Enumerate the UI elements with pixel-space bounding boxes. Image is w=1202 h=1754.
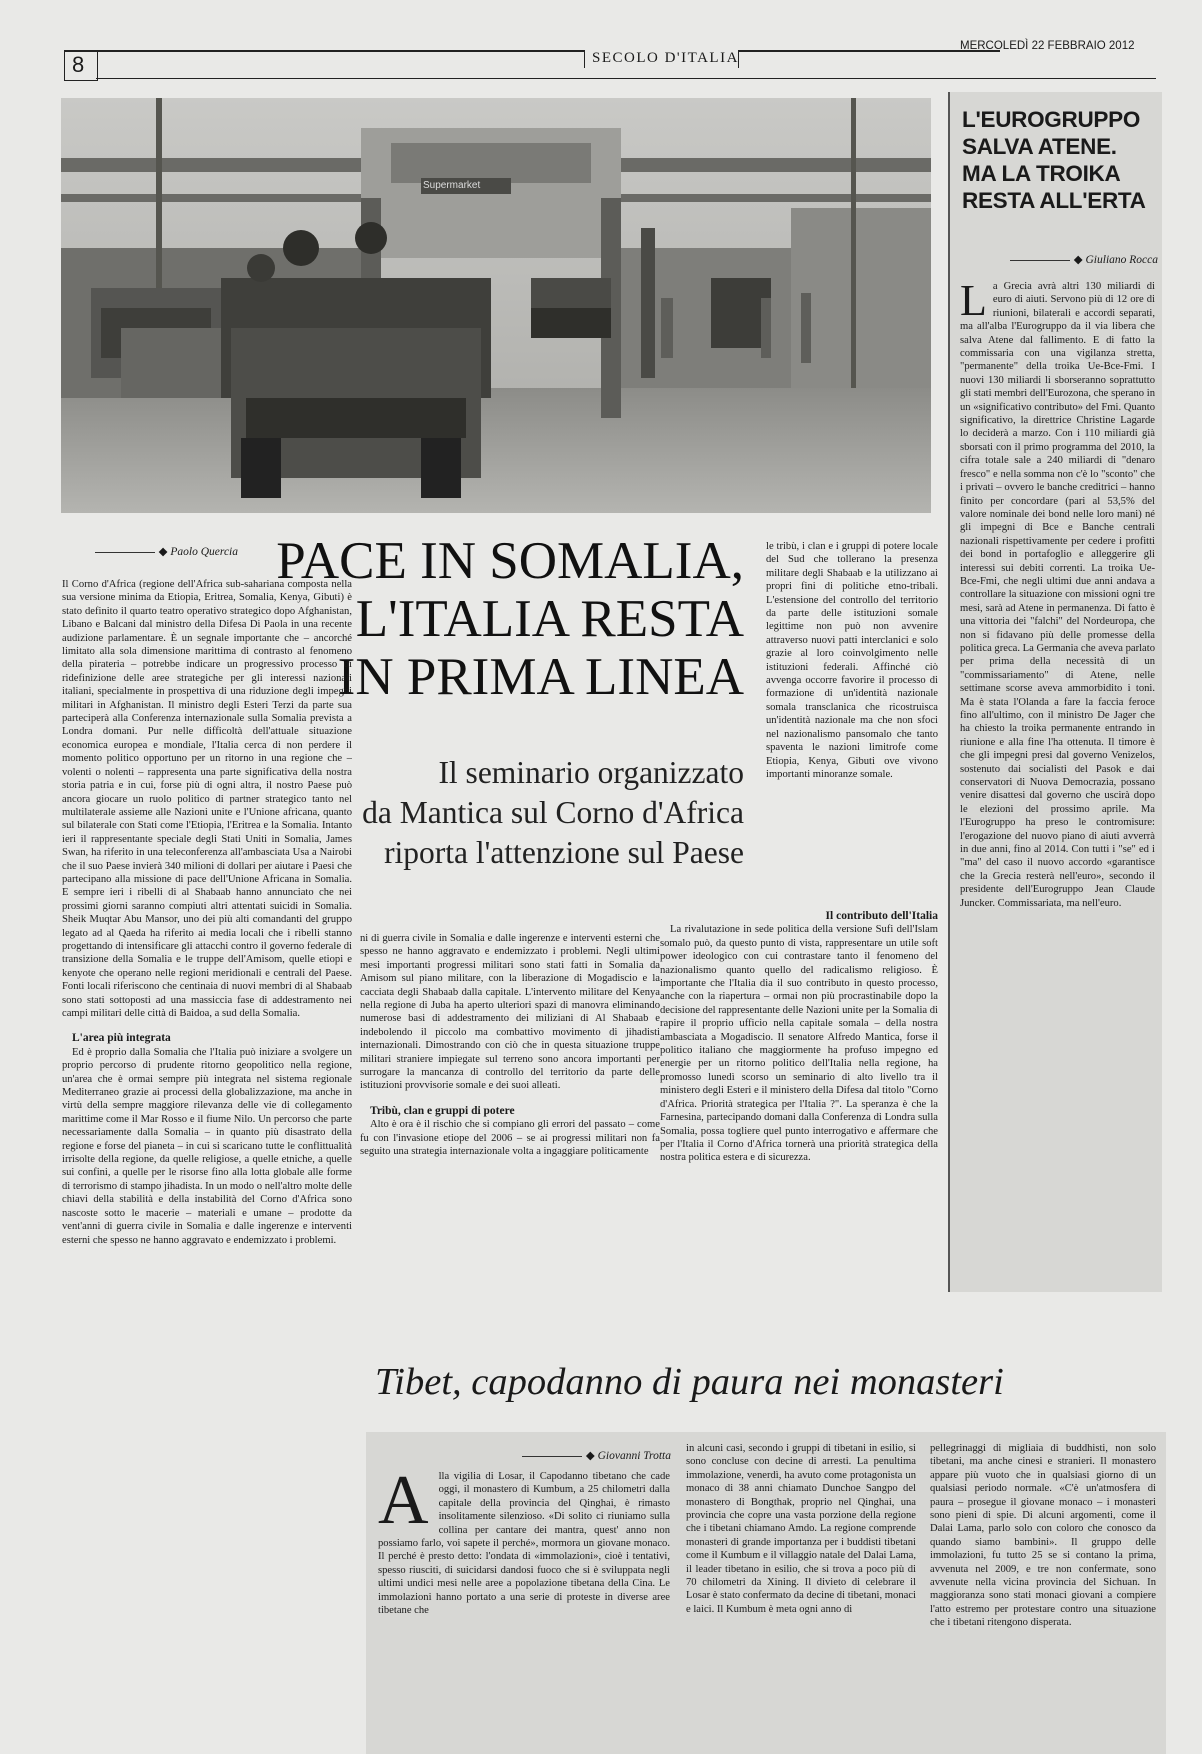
main-col-3-top xyxy=(766,540,938,892)
side-headline-line-1: L'EUROGRUPPO xyxy=(962,107,1141,132)
tibet-byline xyxy=(376,1448,671,1462)
tibet-col-3 xyxy=(930,1442,1156,1754)
masthead-rule-bottom xyxy=(96,78,1156,79)
photo-sign: Supermarket xyxy=(423,180,481,191)
tibet-byline-rule xyxy=(522,1456,582,1457)
main-col-2 xyxy=(360,932,660,1302)
byline-rule xyxy=(95,552,155,553)
tibet-col-1-text: lla vigilia di Losar, il Capodanno tibetano che cade oggi, il monastero di Kumbum, a 25 chilometri dalla capitale della provincia del Qinghai, è rimasto insolitamente silenzioso. «Di solito ci riuniamo sulla collina per cantare dei mantra, quest' anno non possiamo farlo, voi sapete il perché», mormora un giovane monaco. Il perché è presto detto: l'ondata di «immolazioni», cioè i tentativi, spesso riusciti, di suicidarsi dandosi fuoco che si è sviluppata negli ultimi undici mesi nelle aree a popolazione tibetana della Cina. Le immolazioni hanno portato a una serie di proteste in diverse aree tibetane che xyxy=(378,1471,670,1617)
main-subheadline-line-2: da Mantica sul Corno d'Africa xyxy=(362,795,744,830)
tibet-article-box xyxy=(366,1432,1166,1754)
side-byline-rule xyxy=(1010,260,1070,261)
side-headline xyxy=(962,106,1157,214)
side-headline-line-4: RESTA ALL'ERTA xyxy=(962,188,1146,213)
diamond-icon: ◆ xyxy=(158,546,168,558)
side-byline xyxy=(958,252,1158,266)
photo-scene xyxy=(61,98,931,513)
side-headline-line-2: SALVA ATENE. xyxy=(962,134,1117,159)
side-byline-name: Giuliano Rocca xyxy=(1085,254,1158,266)
publication-title: SECOLO D'ITALIA xyxy=(592,50,739,66)
main-col-3-subhead: Il contributo dell'Italia xyxy=(825,910,938,922)
masthead xyxy=(60,40,1155,80)
main-col-1-text: Il Corno d'Africa (regione dell'Africa sub-sahariana composta nella sua versione minima da Etiopia, Eritrea, Somalia, Kenya, Gibuti) è stato definito il quarto teatro operativo strategico dopo Afghanistan, Libano e Balcani dal ministro della Difesa Di Paola in una recente audizione parlamentare. È un segnale importante che – ancorché limitato alla sola dimensione marittima di contrasto al fenomeno della pirateria – potrebbe indicare un progressivo processo di ridefinizione delle aree strategiche per gli interessi nazionali italiani, specialmente in prospettiva di una riduzione degli impegni militari in Afghanistan. Il ministro degli Esteri Terzi da parte sua parteciperà alla Conferenza internazionale sulla Somalia prevista a Londra domani. Pur nelle difficoltà dell'attuale situazione economica europea e mondiale, l'Italia cerca di non perdere il momento politico opportuno per un ritorno in una regione che – volenti o nolenti – rappresenta una parte significativa della nostra storia patria e in cui, forse più di ogni altra, il nostro Paese può ancora giocare un ruolo politico di partner strategico tanto nel multilaterale assieme alle Nazioni unite e l'Unione africana, quanto sul bilaterale con Stati come l'Etiopia, l'Eritrea e la Somalia. Intanto ieri il rappresentante speciale degli Stati Uniti in Somalia, James Swan, ha riferito in una teleconferenza all'ambasciata Usa a Nairobi che il suo Paese invierà 340 milioni di dollari per aiutare i Paesi che partecipano alla missione di pace dell'Unione Africana in Somalia. E sempre ieri i ribelli di al Shabaab hanno annunciato che nei prossimi giorni saranno compiuti altri attentati suicidi in Somalia. Sheik Muqtar Abu Mansor, uno dei più alti comandanti del gruppo legato ad al Qaeda ha riferito ai media locali che i ribelli stanno progettando di intensificare gli attacchi contro il governo federale di transizione della Somalia e le truppe dell'Amisom, quelle etiopi e kenyote che operano nelle regioni meridionali e centrali del Paese. Fonti locali riferiscono che centinaia di nuovi membri di al Shabaab sono stati sottoposti ad una massiccia fase di addestramento nei campi militari delle città di Baidoa, a sud della Somalia. xyxy=(62,579,352,1019)
masthead-divider-2 xyxy=(738,50,739,68)
page-number: 8 xyxy=(72,52,85,77)
main-subheadline-line-1: Il seminario organizzato xyxy=(438,755,744,790)
main-col-3-text-b: La rivalutazione in sede politica della versione Sufi dell'Islam somalo può, da questo punto di vista, rappresentare un utile soft power ideologico con cui contrastare tanto il fenomeno del nazionalismo quanto quello del radicalismo religioso. È importante che l'Italia dia il suo contributo in questo processo, anche con la riapertura – ormai non più procrastinabile dopo la decisione del rappresentante delle Nazioni unite per la Somalia di rapire il proprio ufficio nella capitale somala – della nostra ambasciata a Mogadiscio. Il senatore Alfredo Mantica, forse il politico italiano che maggiormente ha profuso impegno ed energie per un ritorno politico dell'Italia nella regione, ha promosso lunedì scorso un seminario di alto livello tra il ministero degli Esteri e il ministero della Difesa dal titolo "Corno d'Africa. Priorità strategica per l'Italia ?". La speranza è che la Farnesina, partecipando domani dalla Conferenza di Londra sulla Somalia, possa togliere quel punto interrogativo e affermare che per l'Italia il Corno d'Africa tornerà una priorità strategica della nostra politica estera e di sicurezza. xyxy=(660,924,938,1164)
main-col-2-subhead: Tribù, clan e gruppi di potere xyxy=(370,1104,515,1117)
main-byline-name: Paolo Quercia xyxy=(170,546,238,558)
side-dropcap: L xyxy=(960,280,987,325)
side-body-text: a Grecia avrà altri 130 miliardi di euro di aiuti. Servono più di 12 ore di riunioni, bilaterali e accordi separati, ma all'alba l'Eurogruppo da il via libera che salva Atene dal fallimento. E di fatto la commissaria con una vigilanza stretta, "permanente" della troika Ue-Bce-Fmi. I nuovi 130 miliardi li sborseranno soprattutto gli stati membri dell'Eurozona, che sperano in un «significativo contributo» del Fmi. Quanto significativo, la direttrice Christine Lagarde lo deciderà a marzo. Con i 110 miliardi già sborsati con il primo programma del 2010, la cifra totale sale a 240 miliardi di "denaro fresco" e nella somma non c'è lo "sconto" che i privati – ovvero le banche creditrici – hanno finito per concordare (pari al 53,5% del valore nominale dei bond nelle loro mani) né gli impegni di Bce e Banche centrali nazionali rispettivamente per cedere i profitti dei bond in portafoglio e alleggerire gli interessi sui debiti correnti. La troika Ue-Bce-Fmi, che negli ultimi due anni andava a controllare la situazione con missioni ogni tre mesi, sarà ad Atene in permanenza. Di fatto è una vittoria dei "falchi" del Nordeuropa, che non si fidavano più delle promesse della politica greca. La Germania che aveva parlato per prima della necessità di un "commissariamento" di Atene, nelle settimane scorse aveva ammorbidito i toni. Ma è stata l'Olanda a fare la faccia feroce fino all'ultimo, con il ministro De Jager che ha chiesto la troika permanente entrando in riunione e alla fine l'ha ottenuta. Il timore è che gli impegni presi dal governo Venizelos, sostenuto dai socialisti del Pasok e dai conservatori di Nuova Democrazia, possano venire disattesi dal governo che uscirà dopo le elezioni del prossimo aprile. Ma l'Eurogruppo ha preso le contromisure: l'erogazione del nuovo piano di aiuti avverrà in due anni, fino al 2014. Con tutti i "se" ed i "ma" del caso il nuovo accordo «garantisce che la Grecia resterà nell'euro», secondo il presidente dell'Eurogruppo Jean Claude Juncker. Commissariata, ma nell'euro. xyxy=(960,281,1155,909)
tibet-byline-name: Giovanni Trotta xyxy=(597,1450,671,1462)
main-col-2-text-b: Alto è ora è il rischio che si compiano gli errori del passato – come fu con l'invasione etiope del 2006 – se ai progressi militari non fa seguito una strategia internazionale volta a ingaggiare politicamente xyxy=(360,1119,660,1158)
diamond-icon: ◆ xyxy=(585,1450,595,1462)
main-col-3-text: le tribù, i clan e i gruppi di potere locale del Sud che tollerano la presenza militare degli Shabaab e la utilizzano ai propri fini di politiche etno-tribali. L'estensione del controllo del territorio da parte delle istituzioni somale legittime non può non avvenire attraverso nuovi patti interclanici e solo grazie al loro coinvolgimento nelle istituzioni federali. Affinché ciò avvenga occorre favorire il processo di formazione di un'identità nazionale somala transclanica che ricostruisca un'identità nazionale ma che non sfoci nel nazionalismo pansomalo che tanto spaventa le nazioni limitrofe come Etiopia, Kenya, Gibuti ove vivono importanti minoranze somale. xyxy=(766,541,938,780)
side-headline-line-3: MA LA TROIKA xyxy=(962,161,1121,186)
diamond-icon: ◆ xyxy=(1073,254,1083,266)
main-byline xyxy=(62,544,238,558)
side-box-shadow xyxy=(948,92,950,1292)
main-headline-line-1: PACE IN SOMALIA, xyxy=(276,532,744,590)
masthead-divider-1 xyxy=(584,50,585,68)
side-article-box xyxy=(948,92,1162,1292)
main-subheadline-line-3: riporta l'attenzione sul Paese xyxy=(384,835,744,870)
tibet-dropcap: A xyxy=(378,1470,429,1539)
main-col-3-bottom xyxy=(660,910,938,1290)
main-col-1 xyxy=(62,578,352,1428)
main-col-1-subhead: L'area più integrata xyxy=(72,1032,171,1045)
tibet-col-2-text: in alcuni casi, secondo i gruppi di tibetani in esilio, si sono concluse con decine di arresti. La penultima immolazione, venerdì, ha avuto come protagonista un monaco di 38 anni chiamato Dunchoe Sangpo del monastero di Bongthak, proprio nel Qinghai, una provincia che copre una vasta porzione della regione che i tibetani chiamano Amdo. La regione comprende monasteri di grande importanza per i buddisti tibetani come il Kumbum e il villaggio natale del Dalai Lama, il leader tibetano in esilio, che si trova a poco più di 70 chilometri da Xining. Il divieto di celebrare il Losar è stato confermato da decine di tibetani, monaci e laici. Il Kumbum è meta ogni anno di xyxy=(686,1443,916,1615)
side-body xyxy=(960,280,1155,1285)
main-headline-line-3: IN PRIMA LINEA xyxy=(337,648,744,706)
tibet-col-2 xyxy=(686,1442,916,1754)
masthead-rule-left xyxy=(96,50,584,52)
tibet-col-1 xyxy=(378,1470,670,1754)
issue-date: MERCOLEDÌ 22 FEBBRAIO 2012 xyxy=(960,40,1135,52)
main-headline-line-2: L'ITALIA RESTA xyxy=(355,590,744,648)
main-col-1-text-b: Ed è proprio dalla Somalia che l'Italia può iniziare a svolgere un proprio percorso di prudente ritorno geopolitico nella regione, un'area che è ormai sempre più integrata nel sistema regionale Mediterraneo grazie ai processi della globalizzazione, ma anche in virtù della sempre maggiore rilevanza delle vie di collegamento marittime come il Mar Rosso e il fiume Nilo. Un percorso che parte necessariamente dalla Somalia – in quanto più disastrato della regione e forse del pianeta – in cui si scaricano tutte le conflittualità irrisolte della regione, da quelle religiose, a quelle etniche, a quelle sui confini, a quelle per le risorse fino alla lotta globale alle forme di terrorismo di stampo jihadista. In un modo o nell'altro molte delle chiavi della stabilità e della instabilità del Corno d'Africa sono nascoste sotto le macerie – materiali e umane – prodotte da vent'anni di guerra civile in Somalia e dalle ingerenze e interventi esterni che spesso ne hanno aggravato e endemizzato i problemi. xyxy=(62,1046,352,1246)
news-photo xyxy=(61,98,931,513)
main-col-2-text: ni di guerra civile in Somalia e dalle ingerenze e interventi esterni che spesso ne hanno aggravato e endemizzato i problemi. Negli ultimi mesi importanti progressi militari sono stati fatti in Somalia da Amisom sul piano militare, con la liberazione di Mogadiscio e la cacciata degli Shabaab dalla capitale. L'intervento militare del Kenya nella regione di Juba ha aperto ulteriori spazi di manovra eliminando numerose basi di addestramento dei miliziani di Al Shabaab e indebolendo il piccolo ma combattivo movimento di jihadisti internazionali. Dimostrando con ciò che in questa situazione truppe militari straniere impiegate sul terreno sono ancora importanti per surrogare la mancanza di controllo del territorio da parte delle istituzioni provvisorie somale e dei suoi alleati. xyxy=(360,933,660,1092)
tibet-headline: Tibet, capodanno di paura nei monasteri xyxy=(375,1361,1004,1403)
tibet-col-3-text: pellegrinaggi di migliaia di buddhisti, non solo tibetani, ma anche cinesi e stranieri. Il monastero appare più vuoto che in qualsiasi giorno di un qualsiasi periodo normale. «C'è un'atmosfera di paura – prosegue il giovane monaco – i monasteri sono pieni di spie. Di alcuni argomenti, come il Dalai Lama, parlo solo con coloro che conosco da quando siamo bambini». Il gruppo delle immolazioni, fu tutto 25 se si contano la prima, avvenuta nel 2009, e tre non confermate, sono avvenute nella vicina provincia del Sichuan. In maggioranza sono stati monaci giovani a compiere l'atto estremo per protestare contro una situazione che i tibetani ritengono disperata. xyxy=(930,1443,1156,1629)
